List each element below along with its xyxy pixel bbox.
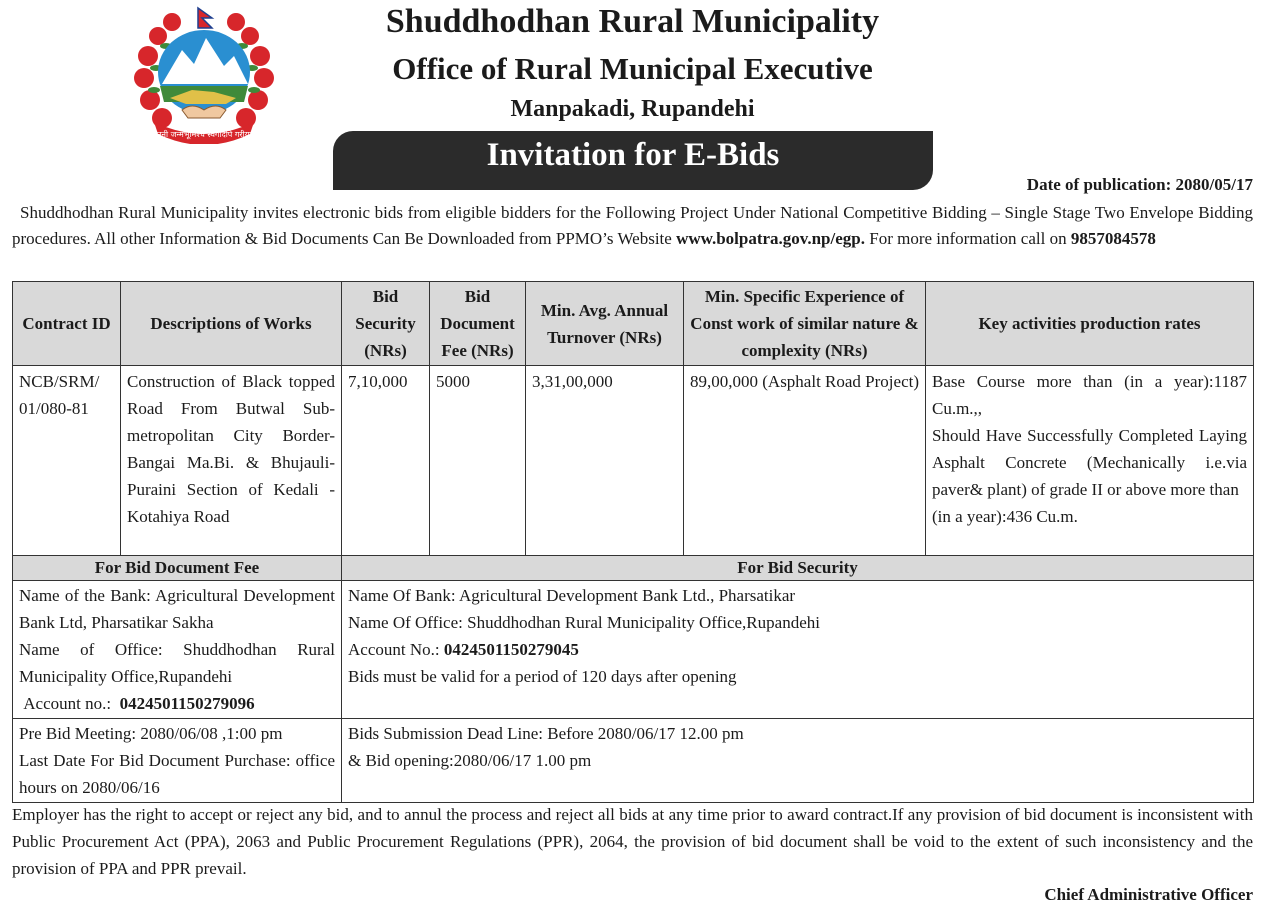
security-section-title: For Bid Security <box>342 556 1254 581</box>
fee-account-label: Account no.: <box>23 694 112 713</box>
header-contract-id: Contract ID <box>13 282 121 366</box>
cell-bid-security: 7,10,000 <box>342 366 430 556</box>
cell-doc-fee: 5000 <box>430 366 526 556</box>
phone-number: 9857084578 <box>1070 229 1156 248</box>
table-header-row <box>13 282 1254 366</box>
cell-contract-id: NCB/SRM/ 01/080-81 <box>13 366 121 556</box>
last-purchase-date: Last Date For Bid Document Purchase: office hours on 2080/06/16 <box>19 751 335 797</box>
footer-disclaimer: Employer has the right to accept or reject any bid, and to annul the process and reject all bids at any time prior to award contract.If any provision of bid document is inconsistent with Public Procurement Act (PPA), 2063 and Public Procurement Regulations (PPR), 2064, the provision of bid document shall be void to the extent of such inconsistency and the provision of PPA and PPR prevail. <box>12 805 1253 878</box>
pre-bid-meeting: Pre Bid Meeting: 2080/06/08 ,1:00 pm <box>19 724 283 743</box>
key-activity-base-course: Base Course more than (in a year):1187 Cu.m.,, <box>932 372 1247 418</box>
security-account <box>348 636 1247 663</box>
security-account-label: Account No.: <box>348 640 440 659</box>
table-row <box>13 366 1254 556</box>
fee-account-number: 0424501150279096 <box>119 694 255 713</box>
fee-bank-details <box>13 581 342 719</box>
security-bank-name: Name Of Bank: Agricultural Development Bank Ltd., Pharsatikar <box>348 586 796 605</box>
intro-paragraph <box>12 200 1253 252</box>
dates-right <box>342 719 1254 803</box>
bid-table <box>12 281 1254 803</box>
header-doc-fee: Bid Document Fee (NRs) <box>430 282 526 366</box>
location-subtitle: Manpakadi, Rupandehi <box>510 96 755 122</box>
key-activity-asphalt-rate: (in a year):436 Cu.m. <box>932 507 1078 526</box>
header-experience: Min. Specific Experience of Const work of similar nature & complexity (NRs) <box>684 282 926 366</box>
fee-section-title: For Bid Document Fee <box>13 556 342 581</box>
cell-experience: 89,00,000 (Asphalt Road Project) <box>684 366 926 556</box>
invitation-banner: Invitation for E-Bids <box>333 131 933 190</box>
security-account-number: 0424501150279045 <box>443 640 579 659</box>
cell-description: Construction of Black topped Road From Butwal Sub-metropolitan City Border-Bangai Ma.Bi. & Bhujauli-Puraini Section of Kedali -Kotahiya Road <box>121 366 342 556</box>
header-descriptions: Descriptions of Works <box>121 282 342 366</box>
municipality-title: Shuddhodhan Rural Municipality <box>385 3 880 40</box>
security-office-name: Name Of Office: Shuddhodhan Rural Municipality Office,Rupandehi <box>348 613 820 632</box>
cell-turnover: 3,31,00,000 <box>526 366 684 556</box>
dates-row <box>13 719 1254 803</box>
cell-key-activities <box>926 366 1254 556</box>
emblem-motto: जननी जन्मभूमिश्च स्वर्गादपि गरीयसी <box>151 130 257 139</box>
office-title: Office of Rural Municipal Executive <box>392 51 873 86</box>
header-turnover: Min. Avg. Annual Turnover (NRs) <box>526 282 684 366</box>
header-key-activities: Key activities production rates <box>926 282 1254 366</box>
intro-text-mid: For more information call on <box>865 229 1071 248</box>
submission-deadline: Bids Submission Dead Line: Before 2080/06/17 12.00 pm <box>348 724 744 743</box>
fee-account <box>19 690 335 717</box>
nepal-national-emblem-icon <box>126 6 282 144</box>
bid-validity: Bids must be valid for a period of 120 days after opening <box>348 667 737 686</box>
key-activity-asphalt: Should Have Successfully Completed Laying Asphalt Concrete (Mechanically i.e.via paver& plant) of grade II or above more than <box>932 426 1247 499</box>
website-link[interactable]: www.bolpatra.gov.np/egp. <box>676 229 865 248</box>
signatory: Chief Administrative Officer <box>1044 885 1253 904</box>
bank-details-row <box>13 581 1254 719</box>
header-bid-security: Bid Security (NRs) <box>342 282 430 366</box>
dates-left <box>13 719 342 803</box>
publication-date: Date of publication: 2080/05/17 <box>1026 175 1253 194</box>
fee-office-name: Name of Office: Shuddhodhan Rural Municipality Office,Rupandehi <box>19 640 335 686</box>
intro-text-start: Shuddhodhan Rural Municipality invites electronic bids from eligible bidders for the Following Project Under National Competitive Bidding – Single Stage Two Envelope Bidding procedures. All other Information & Bid Documents Can Be Downloaded from PPMO’s Website <box>12 203 1253 248</box>
bid-opening: & Bid opening:2080/06/17 1.00 pm <box>348 751 592 770</box>
section-header-row <box>13 556 1254 581</box>
fee-bank-name: Name of the Bank: Agricultural Development Bank Ltd, Pharsatikar Sakha <box>19 586 335 632</box>
security-bank-details <box>342 581 1254 719</box>
